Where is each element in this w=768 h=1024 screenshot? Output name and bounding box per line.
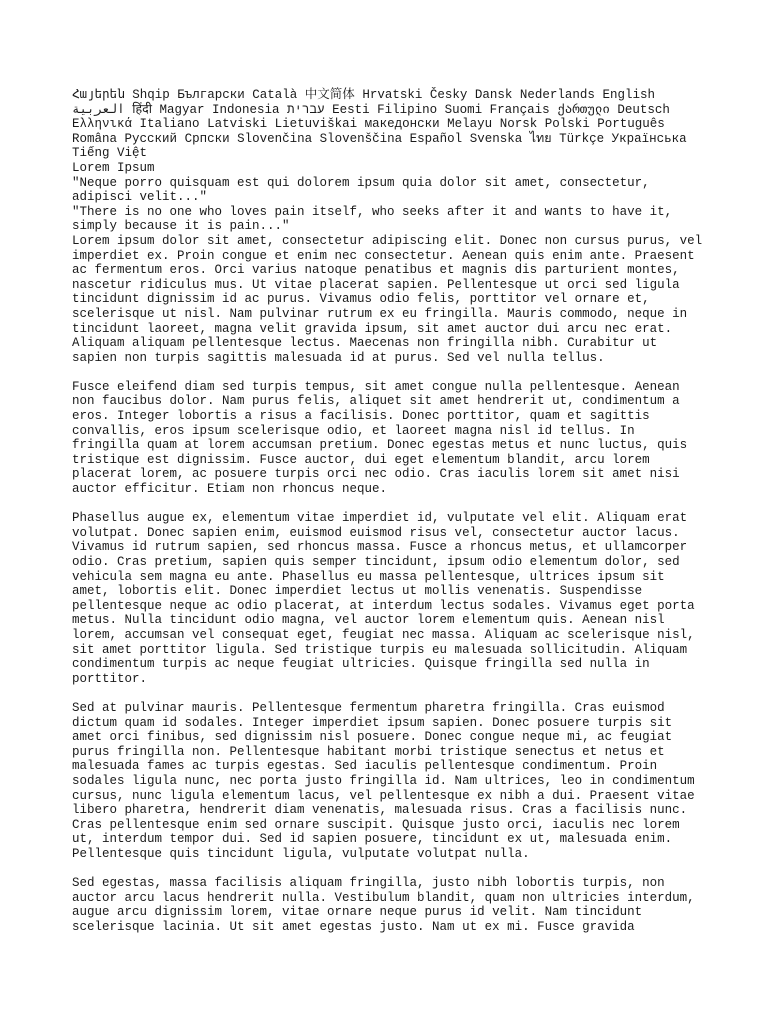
language-link[interactable]: Українська <box>611 131 687 146</box>
paragraph-3: Phasellus augue ex, elementum vitae imperdiet id, vulputate vel elit. Aliquam erat volutpat. Donec sapien enim, euismod euismod risus vel, consectetur auctor lacus. Vivamus id rutrum sapien, sed rhoncus massa. Fusce a rhoncus metus, et ullamcorper odio. Cras pretium, sapien quis semper tincidunt, ipsum odio elementum dolor, sed vehicula sem magna eu ante. Phasellus eu massa pellentesque, ultrices ipsum sit amet, lobortis elit. Donec imperdiet lectus ut mollis venenatis. Suspendisse pellentesque neque ac odio placerat, at interdum lectus sodales. Vivamus eget porta metus. Nulla tincidunt odio magna, vel auctor lorem elementum quis. Aenean nisl lorem, accumsan vel consequat eget, feugiat nec massa. Aliquam ac scelerisque nisl, sit amet porttitor ligula. Sed tristique turpis eu malesuada sollicitudin. Aliquam condimentum turpis ac neque feugiat ultricies. Quisque fringilla sed nulla in porttitor. <box>72 511 695 686</box>
language-link[interactable]: Česky <box>429 88 468 102</box>
language-link[interactable]: 中文简体 <box>304 88 355 102</box>
language-link[interactable]: Indonesia <box>212 102 280 117</box>
language-link[interactable]: Français <box>489 102 550 117</box>
page-title: Lorem Ipsum <box>72 160 155 175</box>
language-link[interactable]: Pyccкий <box>124 131 178 146</box>
language-link[interactable]: Български <box>177 88 245 102</box>
language-link[interactable]: Català <box>252 88 298 102</box>
language-link[interactable]: Dansk <box>474 88 513 102</box>
language-link[interactable]: ქართული <box>557 102 610 117</box>
language-link[interactable]: Svenska <box>469 131 523 146</box>
language-link[interactable]: Slovenčina <box>237 131 313 146</box>
language-link[interactable]: हिंदी <box>132 102 152 117</box>
language-link[interactable]: Filipino <box>377 102 438 117</box>
language-link[interactable]: Suomi <box>444 102 483 117</box>
language-link[interactable]: Nederlands <box>519 88 595 102</box>
language-link[interactable]: Shqip <box>132 88 170 102</box>
language-link[interactable]: العربية <box>72 102 125 117</box>
language-link[interactable]: македонски <box>364 117 440 132</box>
language-link[interactable]: Српски <box>184 131 230 146</box>
language-link[interactable]: עברית <box>287 102 325 117</box>
language-links <box>72 88 704 161</box>
language-link[interactable]: Ελληνικά <box>72 117 133 132</box>
language-link[interactable]: Norsk <box>499 117 538 132</box>
paragraph-4: Sed at pulvinar mauris. Pellentesque fermentum pharetra fringilla. Cras euismod dictum quam id sodales. Integer imperdiet ipsum sapien. Donec posuere turpis sit amet orci finibus, sed dignissim nisl posuere. Donec congue neque mi, ac feugiat purus fringilla non. Pellentesque habitant morbi tristique senectus et netus et malesuada fames ac turpis egestas. Sed iaculis pellentesque condimentum. Proin sodales ligula nunc, nec porta justo fringilla id. Nam ultrices, leo in condimentum cursus, nunc ligula elementum lacus, vel pellentesque ex nibh a dui. Praesent vitae libero pharetra, hendrerit diam venenatis, malesuada risus. Cras a facilisis nunc. Cras pellentesque enim sed ornare suscipit. Quisque justo orci, iaculis nec lorem ut, interdum tempor dui. Sed id sapien posuere, tincidunt ex ut, malesuada enim. Pellentesque quis tincidunt ligula, vulputate volutpat nulla. <box>72 700 695 861</box>
quote-english: "There is no one who loves pain itself, who seeks after it and wants to have it, simply because it is pain..." <box>72 204 673 234</box>
language-link[interactable]: Polski <box>544 117 590 132</box>
language-link[interactable]: ไทย <box>529 131 552 146</box>
language-link[interactable]: Hrvatski <box>362 88 423 102</box>
language-link[interactable]: Deutsch <box>617 102 670 117</box>
language-link[interactable]: English <box>602 88 655 102</box>
language-link[interactable]: Melayu <box>447 117 493 132</box>
language-link[interactable]: Հայերեն <box>72 88 125 102</box>
language-link[interactable]: Româna <box>72 131 118 146</box>
language-link[interactable]: Eesti <box>332 102 370 117</box>
language-link[interactable]: Tiếng Việt <box>72 146 148 161</box>
paragraph-5: Sed egestas, massa facilisis aliquam fringilla, justo nibh lobortis turpis, non auctor arcu lacus hendrerit nulla. Vestibulum blandit, quam non ultricies interdum, augue arcu dignissim lorem, vitae ornare neque purus id velit. Nam tincidunt scelerisque lacinia. Ut sit amet egestas justo. Nam ut ex mi. Fusce gravida <box>72 876 695 934</box>
language-link[interactable]: Magyar <box>159 102 205 117</box>
paragraph-1: Lorem ipsum dolor sit amet, consectetur adipiscing elit. Donec non cursus purus, vel imperdiet ex. Proin congue et enim nec consectetur. Aenean quis enim ante. Praesent ac fermentum eros. Orci varius natoque penatibus et magnis dis parturient montes, nascetur ridiculus mus. Ut vitae placerat sapien. Pellentesque ut orci sed ligula tincidunt dignissim id ac purus. Vivamus odio felis, porttitor vel ornare et, scelerisque ut nisl. Nam pulvinar rutrum ex eu fringilla. Mauris commodo, neque in tincidunt laoreet, magna velit gravida ipsum, sit amet auctor dui arcu nec erat. Aliquam aliquam pellentesque lectus. Maecenas non fringilla nibh. Curabitur ut sapien non turpis sagittis malesuada id at purus. Sed vel nulla tellus. <box>72 233 703 365</box>
language-link[interactable]: Slovenščina <box>319 131 403 146</box>
document-page <box>72 88 704 949</box>
quote-latin: "Neque porro quisquam est qui dolorem ipsum quia dolor sit amet, consectetur, adipisci velit..." <box>72 175 650 205</box>
language-link[interactable]: Español <box>409 131 463 146</box>
language-link[interactable]: Latviski <box>207 117 268 132</box>
language-link[interactable]: Türkçe <box>559 131 605 146</box>
paragraph-2: Fusce eleifend diam sed turpis tempus, sit amet congue nulla pellentesque. Aenean non faucibus dolor. Nam purus felis, aliquet sit amet hendrerit ut, condimentum a eros. Integer lobortis a risus a facilisis. Donec porttitor, quam et sagittis convallis, eros ipsum scelerisque odio, et laoreet magna nisl id tellus. In fringilla quam at lorem accumsan pretium. Donec egestas metus et nunc luctus, quis tristique est dignissim. Fusce auctor, dui eget elementum blandit, arcu lorem placerat lorem, ac posuere turpis orci nec odio. Cras iaculis lorem sit amet nisi auctor efficitur. Etiam non rhoncus neque. <box>72 379 688 497</box>
language-link[interactable]: Lietuviškai <box>274 117 358 132</box>
language-link[interactable]: Italiano <box>139 117 200 132</box>
language-link[interactable]: Português <box>597 117 665 132</box>
